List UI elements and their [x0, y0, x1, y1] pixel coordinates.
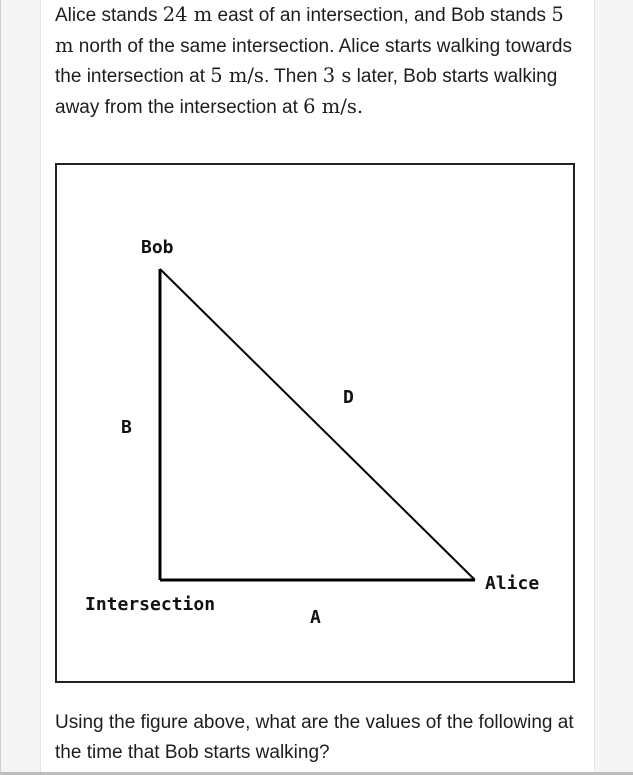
intersection-label: Intersection: [85, 594, 216, 615]
side-b-label: B: [121, 417, 132, 438]
problem-text-mid1: east of an intersection, and Bob stands: [212, 5, 552, 26]
bob-label: Bob: [141, 237, 174, 258]
problem-paragraph: [55, 0, 575, 122]
left-divider: [0, 0, 1, 775]
bob-distance-value: 5 m: [55, 3, 564, 57]
triangle-figure: [55, 163, 575, 683]
alice-label: Alice: [485, 573, 540, 594]
question-text: Using the figure above, what are the values of the following at the time that Bob starts walking?: [55, 712, 574, 763]
alice-speed-value: 5 m/s: [210, 64, 264, 87]
alice-distance-value: 24 m: [162, 3, 213, 26]
delay-value: 3 s: [322, 64, 352, 87]
problem-statement: [55, 0, 575, 122]
bob-speed-value: 6 m/s: [303, 94, 357, 118]
side-d-label: D: [343, 387, 354, 408]
problem-text-mid3: . Then: [263, 66, 323, 87]
side-d-line: [160, 269, 475, 580]
problem-text-intro: Alice stands: [55, 5, 163, 26]
problem-text-end: .: [356, 94, 364, 118]
side-a-label: A: [310, 607, 321, 628]
problem-text-mid4: later, Bob starts walking away from the intersection at: [55, 66, 558, 118]
problem-text-mid2: north of the same intersection. Alice starts walking towards the intersection at: [55, 35, 572, 87]
